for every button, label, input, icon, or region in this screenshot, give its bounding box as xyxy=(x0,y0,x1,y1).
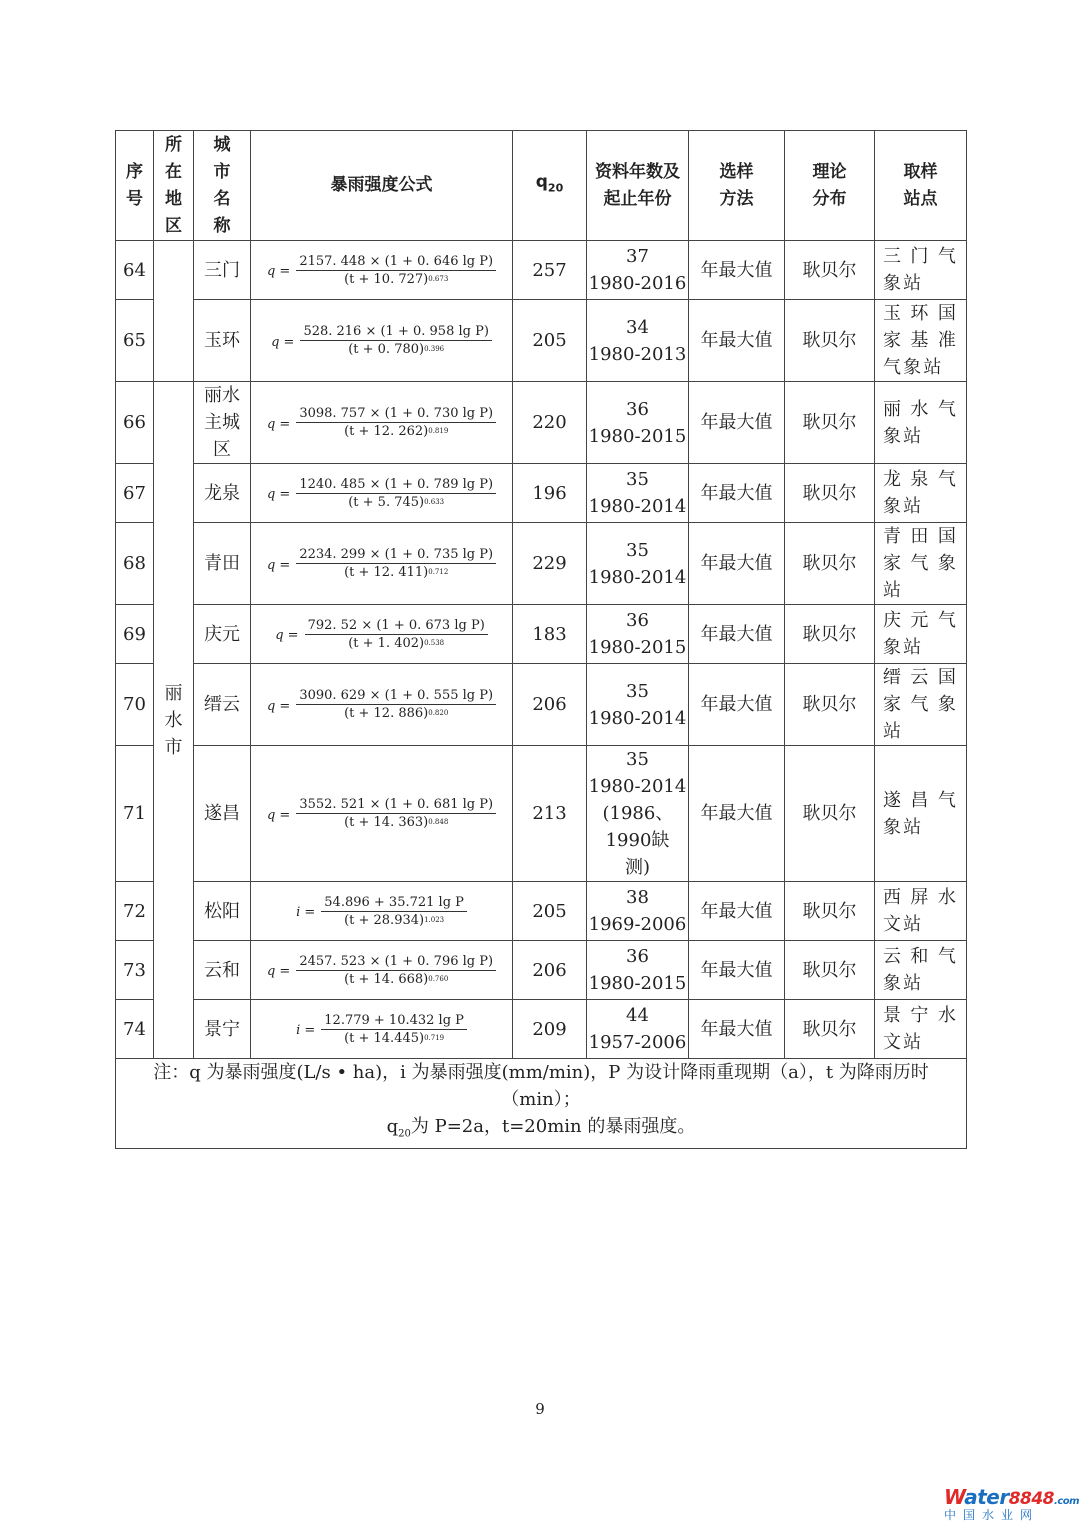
row-formula: q = $\frac{\text{3090. 629 × (1 + 0. 555 lg P)}}{(t + 12. 886)^{0.820}}$ xyxy=(251,664,513,746)
site-watermark-logo: Water8848.com 中国水业网 xyxy=(944,1485,1080,1522)
row-station: 庆元气象站 xyxy=(875,605,967,664)
row-q20: 209 xyxy=(513,1000,587,1059)
page-number: 9 xyxy=(535,1400,545,1418)
row-formula: q = $\frac{\text{2457. 523 × (1 + 0. 796 lg P)}}{(t + 14. 668)^{0.760}}$ xyxy=(251,941,513,1000)
row-city: 龙泉 xyxy=(194,464,251,523)
row-station: 龙泉气象站 xyxy=(875,464,967,523)
row-city: 玉环 xyxy=(194,300,251,382)
table-row xyxy=(116,882,967,941)
table-row xyxy=(116,1000,967,1059)
row-q20: 205 xyxy=(513,882,587,941)
row-method: 年最大值 xyxy=(689,664,785,746)
row-city: 松阳 xyxy=(194,882,251,941)
row-station: 缙云国家气象站 xyxy=(875,664,967,746)
table-row xyxy=(116,464,967,523)
header-row xyxy=(116,131,967,241)
table-row xyxy=(116,941,967,1000)
header-city: 城市名称 xyxy=(194,131,251,241)
row-formula: q = $\frac{\text{2157. 448 × (1 + 0. 646 lg P)}}{(t + 10. 727)^{0.673}}$ xyxy=(251,241,513,300)
row-distribution: 耿贝尔 xyxy=(785,882,875,941)
row-distribution: 耿贝尔 xyxy=(785,300,875,382)
table-note: 注：q 为暴雨强度(L/s • ha)，i 为暴雨强度(mm/min)，P 为设计降雨重现期（a），t 为降雨历时（min）； $q_{20}$为 P=2a，t=20min 的暴雨强度。 xyxy=(116,1059,967,1149)
header-seq: 序号 xyxy=(116,131,154,241)
row-q20: 206 xyxy=(513,664,587,746)
table-row xyxy=(116,664,967,746)
row-years: 36 1980-2015 xyxy=(587,941,689,1000)
row-method: 年最大值 xyxy=(689,746,785,882)
row-method: 年最大值 xyxy=(689,1000,785,1059)
row-station: 云和气象站 xyxy=(875,941,967,1000)
row-seq: 64 xyxy=(116,241,154,300)
header-station: 取样站点 xyxy=(875,131,967,241)
row-seq: 71 xyxy=(116,746,154,882)
row-q20: 196 xyxy=(513,464,587,523)
row-distribution: 耿贝尔 xyxy=(785,523,875,605)
row-method: 年最大值 xyxy=(689,300,785,382)
row-distribution: 耿贝尔 xyxy=(785,382,875,464)
row-distribution: 耿贝尔 xyxy=(785,605,875,664)
row-method: 年最大值 xyxy=(689,882,785,941)
storm-intensity-table xyxy=(115,130,967,1149)
region-cell-lishui: 丽水市 xyxy=(154,382,194,1059)
row-city: 青田 xyxy=(194,523,251,605)
row-formula: q = $\frac{\text{528. 216 × (1 + 0. 958 lg P)}}{(t + 0. 780)^{0.396}}$ xyxy=(251,300,513,382)
row-seq: 65 xyxy=(116,300,154,382)
row-station: 景宁水文站 xyxy=(875,1000,967,1059)
row-method: 年最大值 xyxy=(689,605,785,664)
header-years: 资料年数及起止年份 xyxy=(587,131,689,241)
row-formula: i = $\frac{\text{12.779 + 10.432 lg P}}{(t + 14.445)^{0.719}}$ xyxy=(251,1000,513,1059)
region-cell-blank xyxy=(154,241,194,382)
row-city: 云和 xyxy=(194,941,251,1000)
row-seq: 68 xyxy=(116,523,154,605)
row-method: 年最大值 xyxy=(689,241,785,300)
row-years: 36 1980-2015 xyxy=(587,382,689,464)
row-seq: 72 xyxy=(116,882,154,941)
row-city: 景宁 xyxy=(194,1000,251,1059)
row-city: 庆元 xyxy=(194,605,251,664)
row-seq: 70 xyxy=(116,664,154,746)
row-seq: 67 xyxy=(116,464,154,523)
row-seq: 73 xyxy=(116,941,154,1000)
row-distribution: 耿贝尔 xyxy=(785,664,875,746)
row-years: 44 1957-2006 xyxy=(587,1000,689,1059)
header-region: 所在地区 xyxy=(154,131,194,241)
row-years: 37 1980-2016 xyxy=(587,241,689,300)
row-distribution: 耿贝尔 xyxy=(785,464,875,523)
table-body xyxy=(116,241,967,1059)
row-city: 缙云 xyxy=(194,664,251,746)
row-method: 年最大值 xyxy=(689,382,785,464)
row-years: 35 1980-2014 xyxy=(587,523,689,605)
row-formula: q = $\frac{\text{2234. 299 × (1 + 0. 735 lg P)}}{(t + 12. 411)^{0.712}}$ xyxy=(251,523,513,605)
row-seq: 74 xyxy=(116,1000,154,1059)
row-years: 38 1969-2006 xyxy=(587,882,689,941)
row-station: 三门气象站 xyxy=(875,241,967,300)
row-distribution: 耿贝尔 xyxy=(785,241,875,300)
row-formula: i = $\frac{\text{54.896 + 35.721 lg P}}{(t + 28.934)^{1.023}}$ xyxy=(251,882,513,941)
row-q20: 220 xyxy=(513,382,587,464)
header-formula: 暴雨强度公式 xyxy=(251,131,513,241)
row-seq: 66 xyxy=(116,382,154,464)
row-years: 35 1980-2014 (1986、1990缺测) xyxy=(587,746,689,882)
row-city: 遂昌 xyxy=(194,746,251,882)
row-station: 玉环国家基准气象站 xyxy=(875,300,967,382)
row-years: 35 1980-2014 xyxy=(587,664,689,746)
row-city: 丽水主城区 xyxy=(194,382,251,464)
row-method: 年最大值 xyxy=(689,523,785,605)
row-q20: 205 xyxy=(513,300,587,382)
row-q20: 257 xyxy=(513,241,587,300)
table-row xyxy=(116,523,967,605)
row-years: 36 1980-2015 xyxy=(587,605,689,664)
header-method: 选样方法 xyxy=(689,131,785,241)
row-station: 丽水气象站 xyxy=(875,382,967,464)
row-station: 西屏水文站 xyxy=(875,882,967,941)
table-row xyxy=(116,300,967,382)
row-distribution: 耿贝尔 xyxy=(785,746,875,882)
row-station: 青田国家气象站 xyxy=(875,523,967,605)
row-formula: q = $\frac{\text{3552. 521 × (1 + 0. 681 lg P)}}{(t + 14. 363)^{0.848}}$ xyxy=(251,746,513,882)
row-years: 34 1980-2013 xyxy=(587,300,689,382)
row-method: 年最大值 xyxy=(689,941,785,1000)
row-distribution: 耿贝尔 xyxy=(785,941,875,1000)
table-row xyxy=(116,382,967,464)
table-row xyxy=(116,605,967,664)
row-q20: 183 xyxy=(513,605,587,664)
row-years: 35 1980-2014 xyxy=(587,464,689,523)
table-row xyxy=(116,746,967,882)
row-q20: 229 xyxy=(513,523,587,605)
row-distribution: 耿贝尔 xyxy=(785,1000,875,1059)
row-seq: 69 xyxy=(116,605,154,664)
row-q20: 206 xyxy=(513,941,587,1000)
row-formula: q = $\frac{\text{792. 52 × (1 + 0. 673 lg P)}}{(t + 1. 402)^{0.538}}$ xyxy=(251,605,513,664)
table-row xyxy=(116,241,967,300)
row-formula: q = $\frac{\text{3098. 757 × (1 + 0. 730 lg P)}}{(t + 12. 262)^{0.819}}$ xyxy=(251,382,513,464)
note-row xyxy=(116,1059,967,1149)
header-q20: $q_{20}$ xyxy=(513,131,587,241)
row-city: 三门 xyxy=(194,241,251,300)
header-distribution: 理论分布 xyxy=(785,131,875,241)
row-formula: q = $\frac{\text{1240. 485 × (1 + 0. 789 lg P)}}{(t + 5. 745)^{0.633}}$ xyxy=(251,464,513,523)
row-q20: 213 xyxy=(513,746,587,882)
row-method: 年最大值 xyxy=(689,464,785,523)
row-station: 遂昌气象站 xyxy=(875,746,967,882)
